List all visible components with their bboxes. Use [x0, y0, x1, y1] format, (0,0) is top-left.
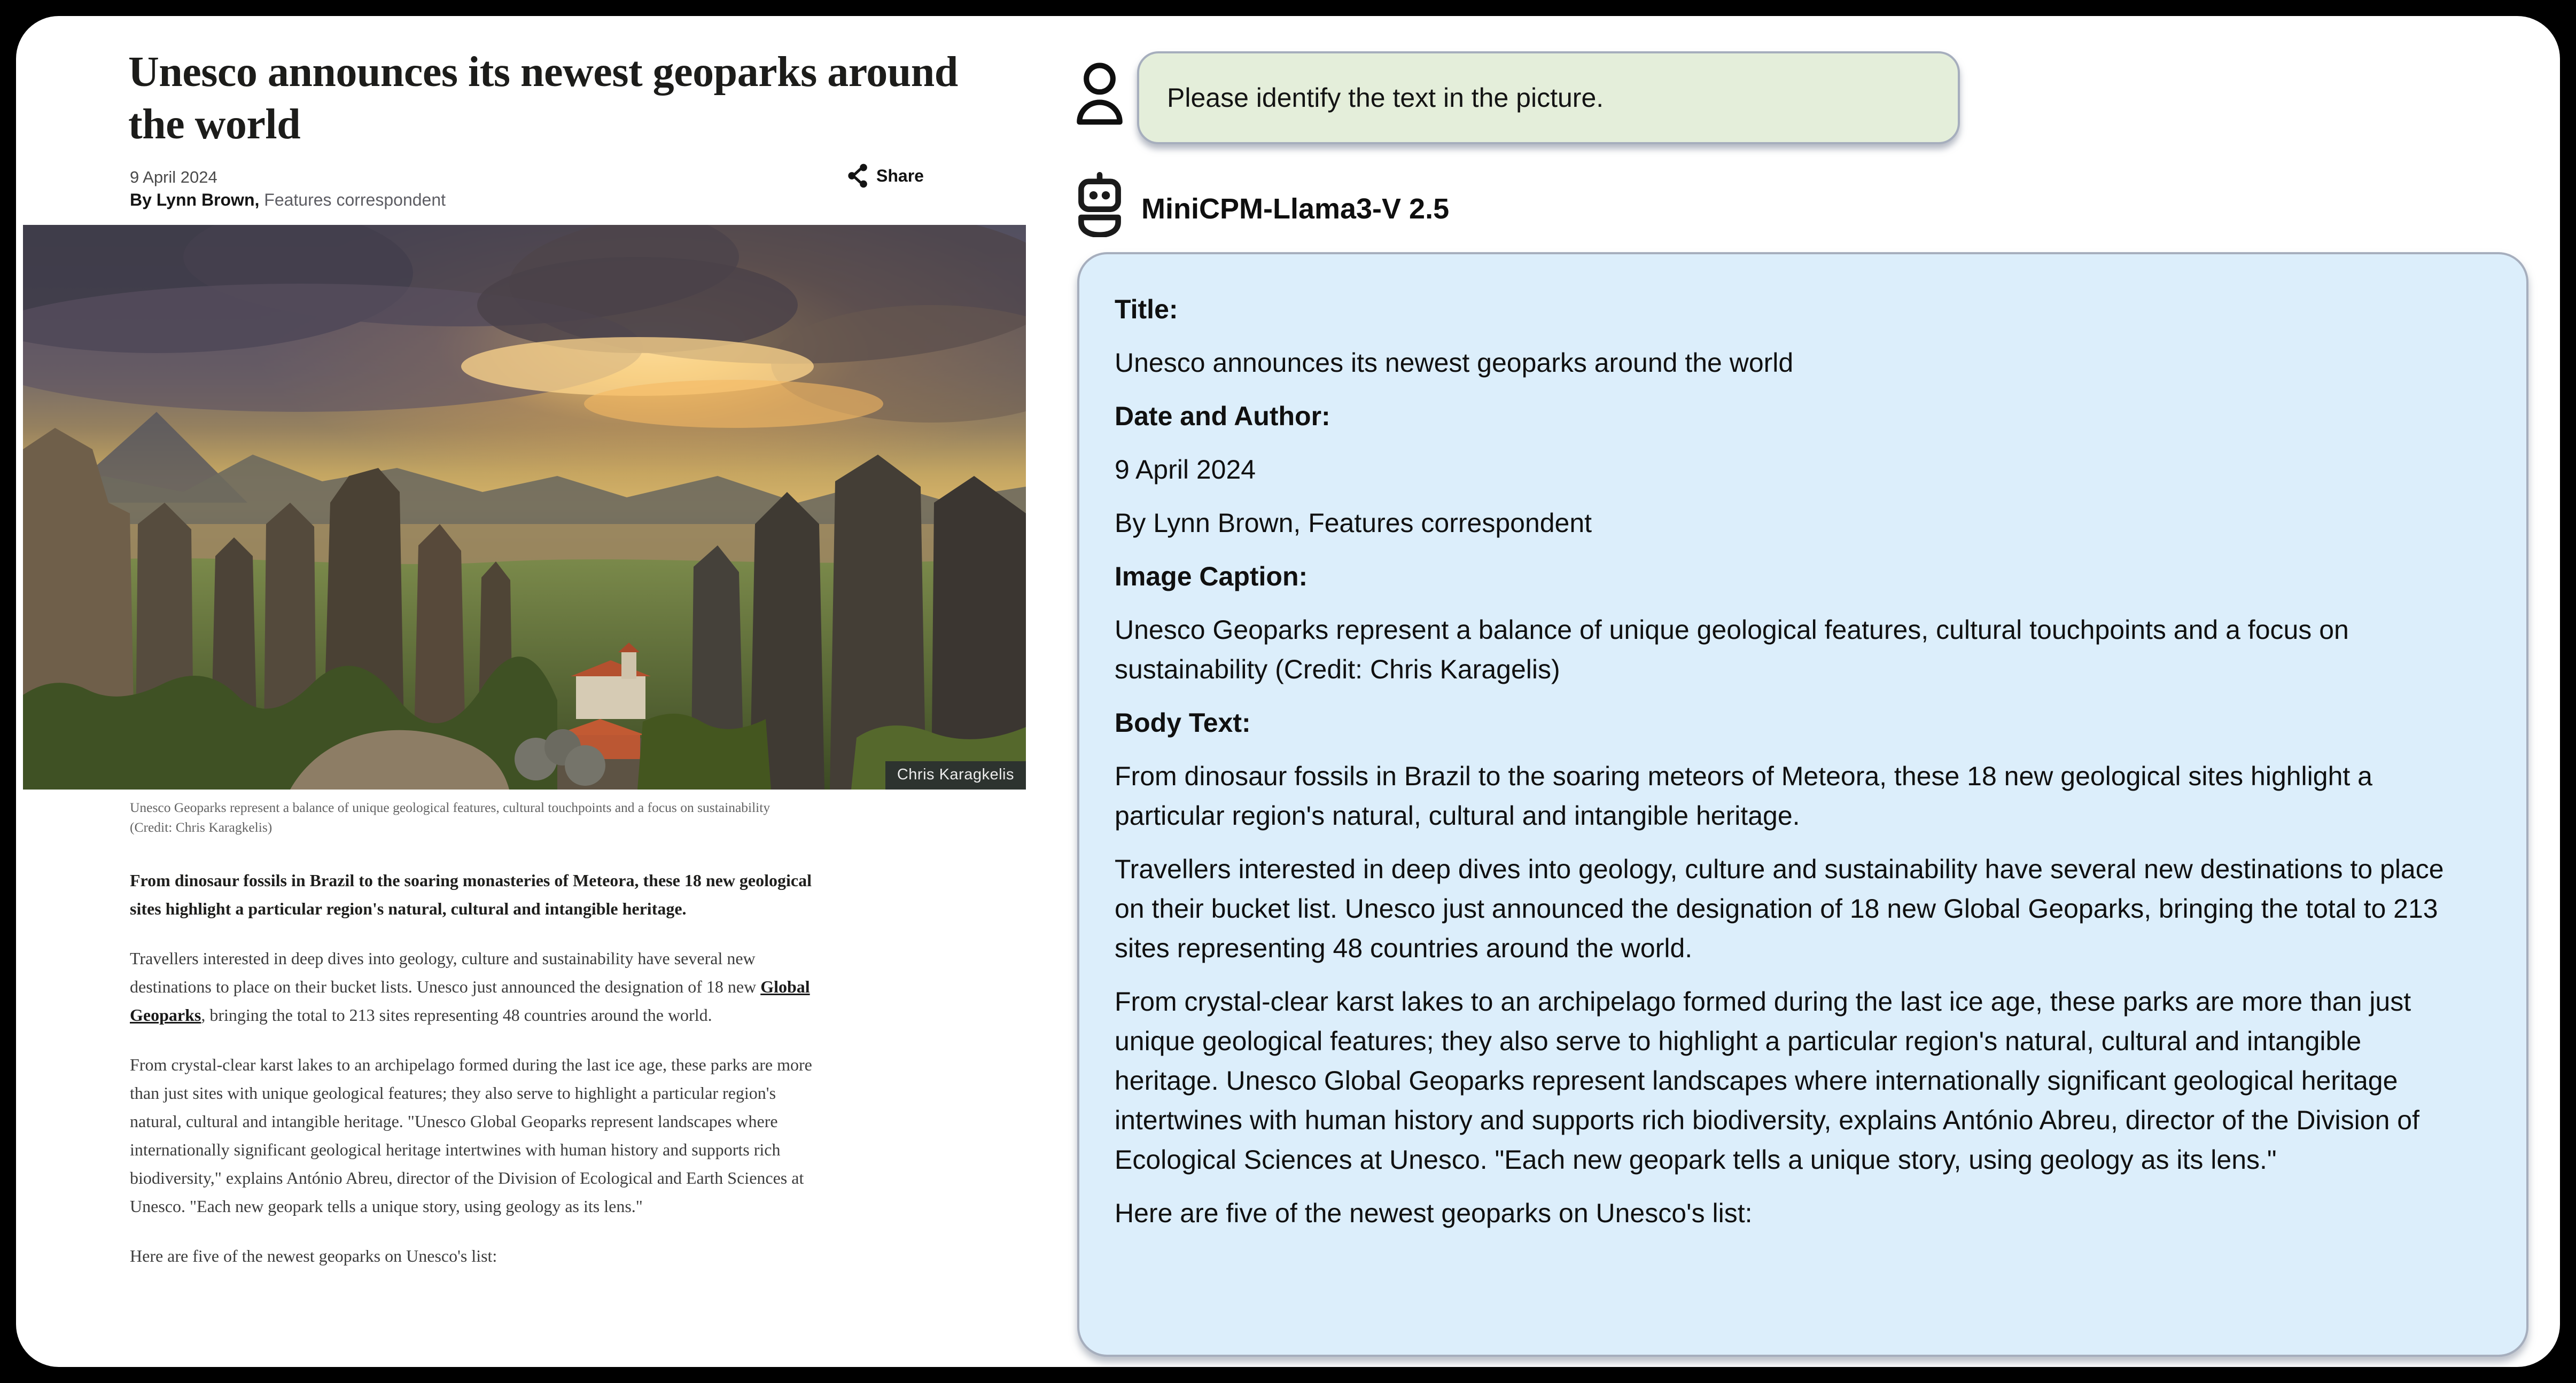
response-paragraph: 9 April 2024	[1115, 455, 1256, 485]
share-label: Share	[876, 166, 924, 185]
photo-caption	[130, 798, 910, 837]
article-paragraph: Here are five of the newest geoparks on Unesco's list:	[130, 1246, 497, 1265]
user-message-bubble	[1137, 51, 1960, 144]
article-date: 9 April 2024	[130, 168, 217, 186]
response-paragraph: Travellers interested in deep dives into geology, culture and sustainability have several new destinations to place on their bucket list. Unesco just announced the designation of 18 new Global Geoparks, bringing the total to 213 sites representing 48 countries around the world.	[1115, 854, 2444, 963]
article-author: By Lynn Brown,	[130, 190, 260, 209]
response-paragraph: From dinosaur fossils in Brazil to the soaring meteors of Meteora, these 18 new geological sites highlight a particular region's natural, cultural and intangible heritage.	[1115, 761, 2372, 831]
paragraph-text: , bringing the total to 213 sites representing 48 countries around the world.	[201, 1005, 712, 1025]
user-avatar	[1075, 62, 1124, 128]
share-nodes-icon	[847, 163, 869, 188]
model-name: MiniCPM-Llama3-V 2.5	[1141, 193, 1450, 225]
article-author-role: Features correspondent	[259, 190, 446, 209]
article-paragraph	[130, 944, 820, 1029]
article-body	[130, 866, 820, 1292]
article-headline: Unesco announces its newest geoparks around the world	[128, 49, 958, 148]
response-heading: Date and Author:	[1115, 401, 1330, 431]
content-card	[16, 16, 2560, 1367]
article-paragraph: From crystal-clear karst lakes to an archipelago formed during the last ice age, these parks are more than just sites with unique geological features; they also serve to highlight a particular region's natural, cultural and intangible heritage. "Unesco Global Geoparks represent landscapes where internationally significant geological heritage intertwines with human history and supports rich biodiversity," explains António Abreu, director of the Division of Ecological and Earth Sciences at Unesco. "Each new geopark tells a unique story, using geology as its lens."	[130, 1055, 812, 1216]
share-button[interactable]	[847, 163, 924, 188]
response-paragraph: Here are five of the newest geoparks on Unesco's list:	[1115, 1198, 1753, 1228]
robot-icon	[1073, 172, 1126, 237]
person-outline-icon	[1075, 62, 1124, 125]
response-paragraph: Unesco Geoparks represent a balance of unique geological features, cultural touchpoints and a focus on sustainability (Credit: Chris Karagelis)	[1115, 615, 2349, 684]
article-hero-photo	[23, 225, 1026, 790]
photo-credit-badge: Chris Karagkelis	[885, 761, 1026, 790]
model-avatar	[1073, 172, 1126, 240]
response-paragraph: Unesco announces its newest geoparks around the world	[1115, 348, 1794, 378]
paragraph-text: Travellers interested in deep dives into geology, culture and sustainability have several new destinations to place on their bucket lists. Unesco just announced the designation of 18 new	[130, 949, 761, 996]
response-paragraph: By Lynn Brown, Features correspondent	[1115, 508, 1592, 538]
response-paragraph: From crystal-clear karst lakes to an archipelago formed during the last ice age, these parks are more than just unique geological features; they also serve to highlight a particular region's natural, cultural and intangible heritage. Unesco Global Geoparks represent landscapes where internationally significant geological heritage intertwines with human history and supports rich biodiversity, explains António Abreu, director of the Division of Ecological Sciences at Unesco. "Each new geopark tells a unique story, using geology as its lens."	[1115, 987, 2419, 1175]
article-lede: From dinosaur fossils in Brazil to the soaring monasteries of Meteora, these 18 new geological sites highlight a particular region's natural, cultural and intangible heritage.	[130, 871, 812, 918]
response-heading: Image Caption:	[1115, 561, 1308, 591]
meteora-photo-illustration	[23, 225, 1026, 790]
article-byline	[130, 190, 446, 210]
user-message-text: Please identify the text in the picture.	[1167, 83, 1604, 113]
response-heading: Title:	[1115, 294, 1178, 324]
photo-caption-text: Unesco Geoparks represent a balance of unique geological features, cultural touchpoints and a focus on sustainability	[130, 800, 771, 815]
response-heading: Body Text:	[1115, 708, 1251, 738]
global-geoparks-link[interactable]: Global Geoparks	[130, 977, 810, 1025]
model-response-bubble	[1077, 252, 2528, 1357]
photo-caption-credit: (Credit: Chris Karagkelis)	[130, 819, 273, 835]
